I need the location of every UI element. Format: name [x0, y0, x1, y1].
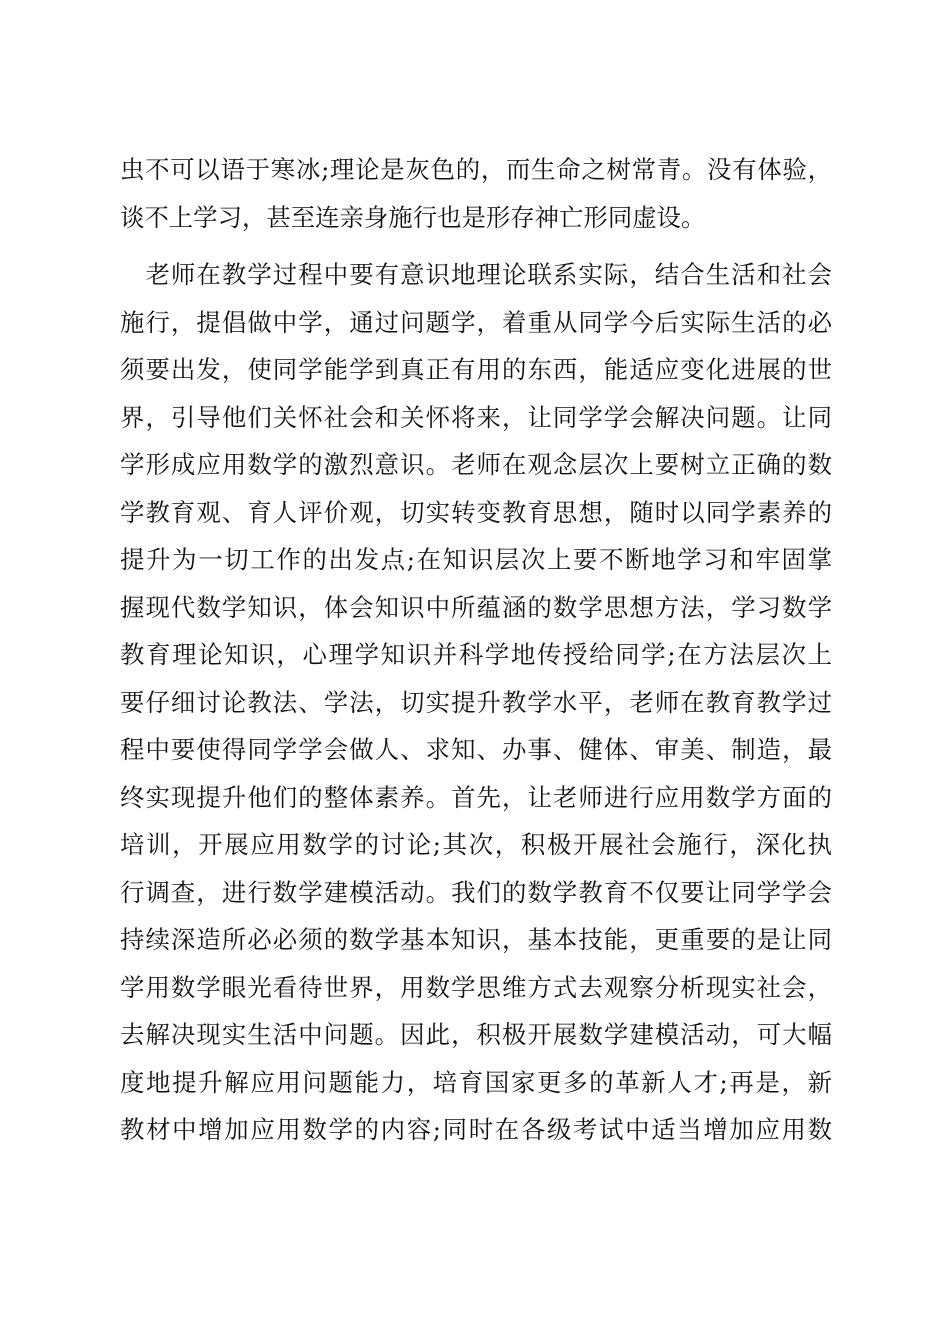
text-line: 培训，开展应用数学的讨论;其次，积极开展社会施行，深化执 [120, 830, 832, 859]
text-line: 谈不上学习，甚至连亲身施行也是形存神亡形同虚设。 [120, 202, 706, 232]
text-line: 去解决现实生活中问题。因此，积极开展数学建模活动，可大幅 [120, 1020, 832, 1049]
text-line: 教育理论知识，心理学知识并科学地传授给同学;在方法层次上 [120, 640, 832, 669]
text-line: 须要出发，使同学能学到真正有用的东西，能适应变化进展的世 [120, 355, 832, 384]
text-line: 学教育观、育人评价观，切实转变教育思想，随时以同学素养的 [120, 497, 832, 527]
text-line: 程中要使得同学学会做人、求知、办事、健体、审美、制造，最 [120, 735, 832, 764]
text-line: 学形成应用数学的激烈意识。老师在观念层次上要树立正确的数 [120, 450, 832, 479]
text-line: 教材中增加应用数学的内容;同时在各级考试中适当增加应用数 [120, 1115, 832, 1144]
text-line: 虫不可以语于寒冰;理论是灰色的，而生命之树常青。没有体验， [120, 155, 832, 184]
text-line: 学用数学眼光看待世界，用数学思维方式去观察分析现实社会， [120, 972, 832, 1002]
text-line: 老师在教学过程中要有意识地理论联系实际，结合生活和社会 [120, 260, 832, 289]
paragraph-1 [120, 146, 832, 241]
text-line: 提升为一切工作的出发点;在知识层次上要不断地学习和牢固掌 [120, 545, 832, 574]
paragraph-2 [120, 251, 832, 1154]
text-line: 持续深造所必必须的数学基本知识，基本技能，更重要的是让同 [120, 925, 832, 954]
paragraph-spacing [120, 241, 832, 251]
text-line: 界，引导他们关怀社会和关怀将来，让同学学会解决问题。让同 [120, 402, 832, 432]
text-line: 终实现提升他们的整体素养。首先，让老师进行应用数学方面的 [120, 782, 832, 812]
text-line: 施行，提倡做中学，通过问题学，着重从同学今后实际生活的必 [120, 307, 832, 337]
text-line: 度地提升解应用问题能力，培育国家更多的革新人才;再是，新 [120, 1067, 832, 1097]
text-line: 行调查，进行数学建模活动。我们的数学教育不仅要让同学学会 [120, 877, 832, 907]
body-text [120, 146, 832, 1154]
text-line: 要仔细讨论教法、学法，切实提升教学水平，老师在教育教学过 [120, 687, 832, 717]
text-line: 握现代数学知识，体会知识中所蕴涵的数学思想方法，学习数学 [120, 592, 832, 622]
